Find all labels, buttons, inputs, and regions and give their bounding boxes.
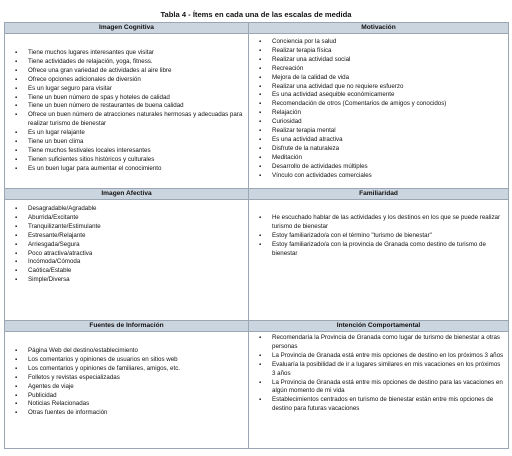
list-item: ▪ Otras fuentes de información (15, 409, 244, 418)
list-item: ▪ Curiosidad (259, 118, 504, 127)
list-item: ▪ Tiene un buen número de spas y hoteles de calidad (15, 94, 244, 103)
section-title: Imagen Cognitiva (5, 23, 248, 34)
list-item: ▪ Tienen suficientes sitios históricos y culturales (15, 156, 244, 165)
list-item: ▪ Los comentarios y opiniones de familiares, amigos, etc. (15, 365, 244, 374)
section-title: Imagen Afectiva (5, 189, 248, 200)
list-item: ▪ Ofrece un buen número de atracciones naturales hermosas y adecuadas para realizar turismo de bienestar (15, 111, 244, 129)
list-item: ▪ Evaluaría la posibilidad de ir a lugares similares en mis vacaciones en los próximos 3 años (259, 361, 504, 379)
list-item: ▪ Ofrece una gran variedad de actividades al aire libre (15, 67, 244, 76)
list-item: ▪ Aburrida/Excitante (15, 214, 244, 223)
list-item: ▪ Ofrece opciones adicionales de diversión (15, 76, 244, 85)
section-familiaridad (249, 189, 509, 321)
list-item: ▪ Tiene muchos festivales locales interesantes (15, 147, 244, 156)
list-item: ▪ Folletos y revistas especializadas (15, 374, 244, 383)
section-fuentes-de-informacion (5, 321, 249, 449)
list-item: ▪ Noticias Relacionadas (15, 400, 244, 409)
list-item: ▪ Página Web del destino/establecimiento (15, 347, 244, 356)
list-item: ▪ Estresante/Relajante (15, 232, 244, 241)
list-item: ▪ Recreación (259, 65, 504, 74)
list-item: ▪ Disfrute de la naturaleza (259, 145, 504, 154)
section-motivacion (249, 23, 509, 189)
list-item: ▪ Tiene actividades de relajación, yoga, fitness. (15, 58, 244, 67)
list-item: ▪ Estoy familiarizado/a con el término "turismo de bienestar" (259, 232, 504, 241)
list-item: ▪ Tranquilizante/Estimulante (15, 223, 244, 232)
item-list (5, 332, 248, 420)
list-item: ▪ Realizar una actividad que no requiere esfuerzo (259, 83, 504, 92)
section-title: Fuentes de Información (5, 321, 248, 332)
item-list (249, 200, 508, 261)
section-title: Intención Comportamental (249, 321, 508, 332)
item-list (249, 332, 508, 416)
list-item: ▪ Publicidad (15, 392, 244, 401)
list-item: ▪ Estoy familiarizado/a con la provincia de Granada como destino de turismo de bienestar (259, 241, 504, 259)
list-item: ▪ He escuchado hablar de las actividades y los destinos en los que se puede realizar turismo de bienestar (259, 214, 504, 232)
list-item: ▪ Desagradable/Agradable (15, 205, 244, 214)
list-item: ▪ Recomendación de otros (Comentarios de amigos y conocidos) (259, 100, 504, 109)
list-item: ▪ Tiene un buen número de restaurantes de buena calidad (15, 102, 244, 111)
list-item: ▪ Meditación (259, 154, 504, 163)
list-item: ▪ Realizar terapia mental (259, 127, 504, 136)
item-list (249, 34, 508, 183)
list-item: ▪ Conciencia por la salud (259, 38, 504, 47)
list-item: ▪ Es un lugar relajante (15, 129, 244, 138)
section-imagen-cognitiva (5, 23, 249, 189)
item-list (5, 200, 248, 287)
list-item: ▪ Incómoda/Cómoda (15, 258, 244, 267)
section-imagen-afectiva (5, 189, 249, 321)
list-item: ▪ Vínculo con actividades comerciales (259, 172, 504, 181)
list-item: ▪ Relajación (259, 109, 504, 118)
list-item: ▪ Establecimientos centrados en turismo de bienestar están entre mis opciones de destino para futuras vacaciones (259, 396, 504, 414)
list-item: ▪ Realizar una actividad social (259, 56, 504, 65)
list-item: ▪ Simple/Diversa (15, 276, 244, 285)
list-item: ▪ Agentes de viaje (15, 383, 244, 392)
section-intencion-comportamental (249, 321, 509, 449)
list-item: ▪ Desarrollo de actividades múltiples (259, 163, 504, 172)
list-item: ▪ Recomendaría la Provincia de Granada como lugar de turismo de bienestar a otras personas (259, 334, 504, 352)
list-item: ▪ La Provincia de Granada está entre mis opciones de destino en los próximos 3 años (259, 352, 504, 361)
list-item: ▪ Es una actividad asequible económicamente (259, 91, 504, 100)
list-item: ▪ Realizar terapia física (259, 47, 504, 56)
list-item: ▪ Caótica/Estable (15, 267, 244, 276)
list-item: ▪ Arriesgada/Segura (15, 241, 244, 250)
list-item: ▪ Los comentarios y opiniones de usuarios en sitios web (15, 356, 244, 365)
list-item: ▪ Es una actividad atractiva (259, 136, 504, 145)
section-title: Familiaridad (249, 189, 508, 200)
list-item: ▪ Tiene muchos lugares interesantes que visitar (15, 49, 244, 58)
list-item: ▪ Es un buen lugar para aumentar el conocimiento (15, 165, 244, 174)
item-list (5, 34, 248, 176)
table-caption: Tabla 4 - Ítems en cada una de las escalas de medida (160, 10, 352, 19)
list-item: ▪ Mejora de la calidad de vida (259, 74, 504, 83)
list-item: ▪ Tiene un buen clima (15, 138, 244, 147)
list-item: ▪ Poco atractiva/atractiva (15, 250, 244, 259)
list-item: ▪ Es un lugar seguro para visitar (15, 85, 244, 94)
list-item: ▪ La Provincia de Granada está entre mis opciones de destino para las vacaciones en algún momento de mi vida (259, 379, 504, 397)
section-title: Motivación (249, 23, 508, 34)
scales-table (4, 22, 509, 449)
